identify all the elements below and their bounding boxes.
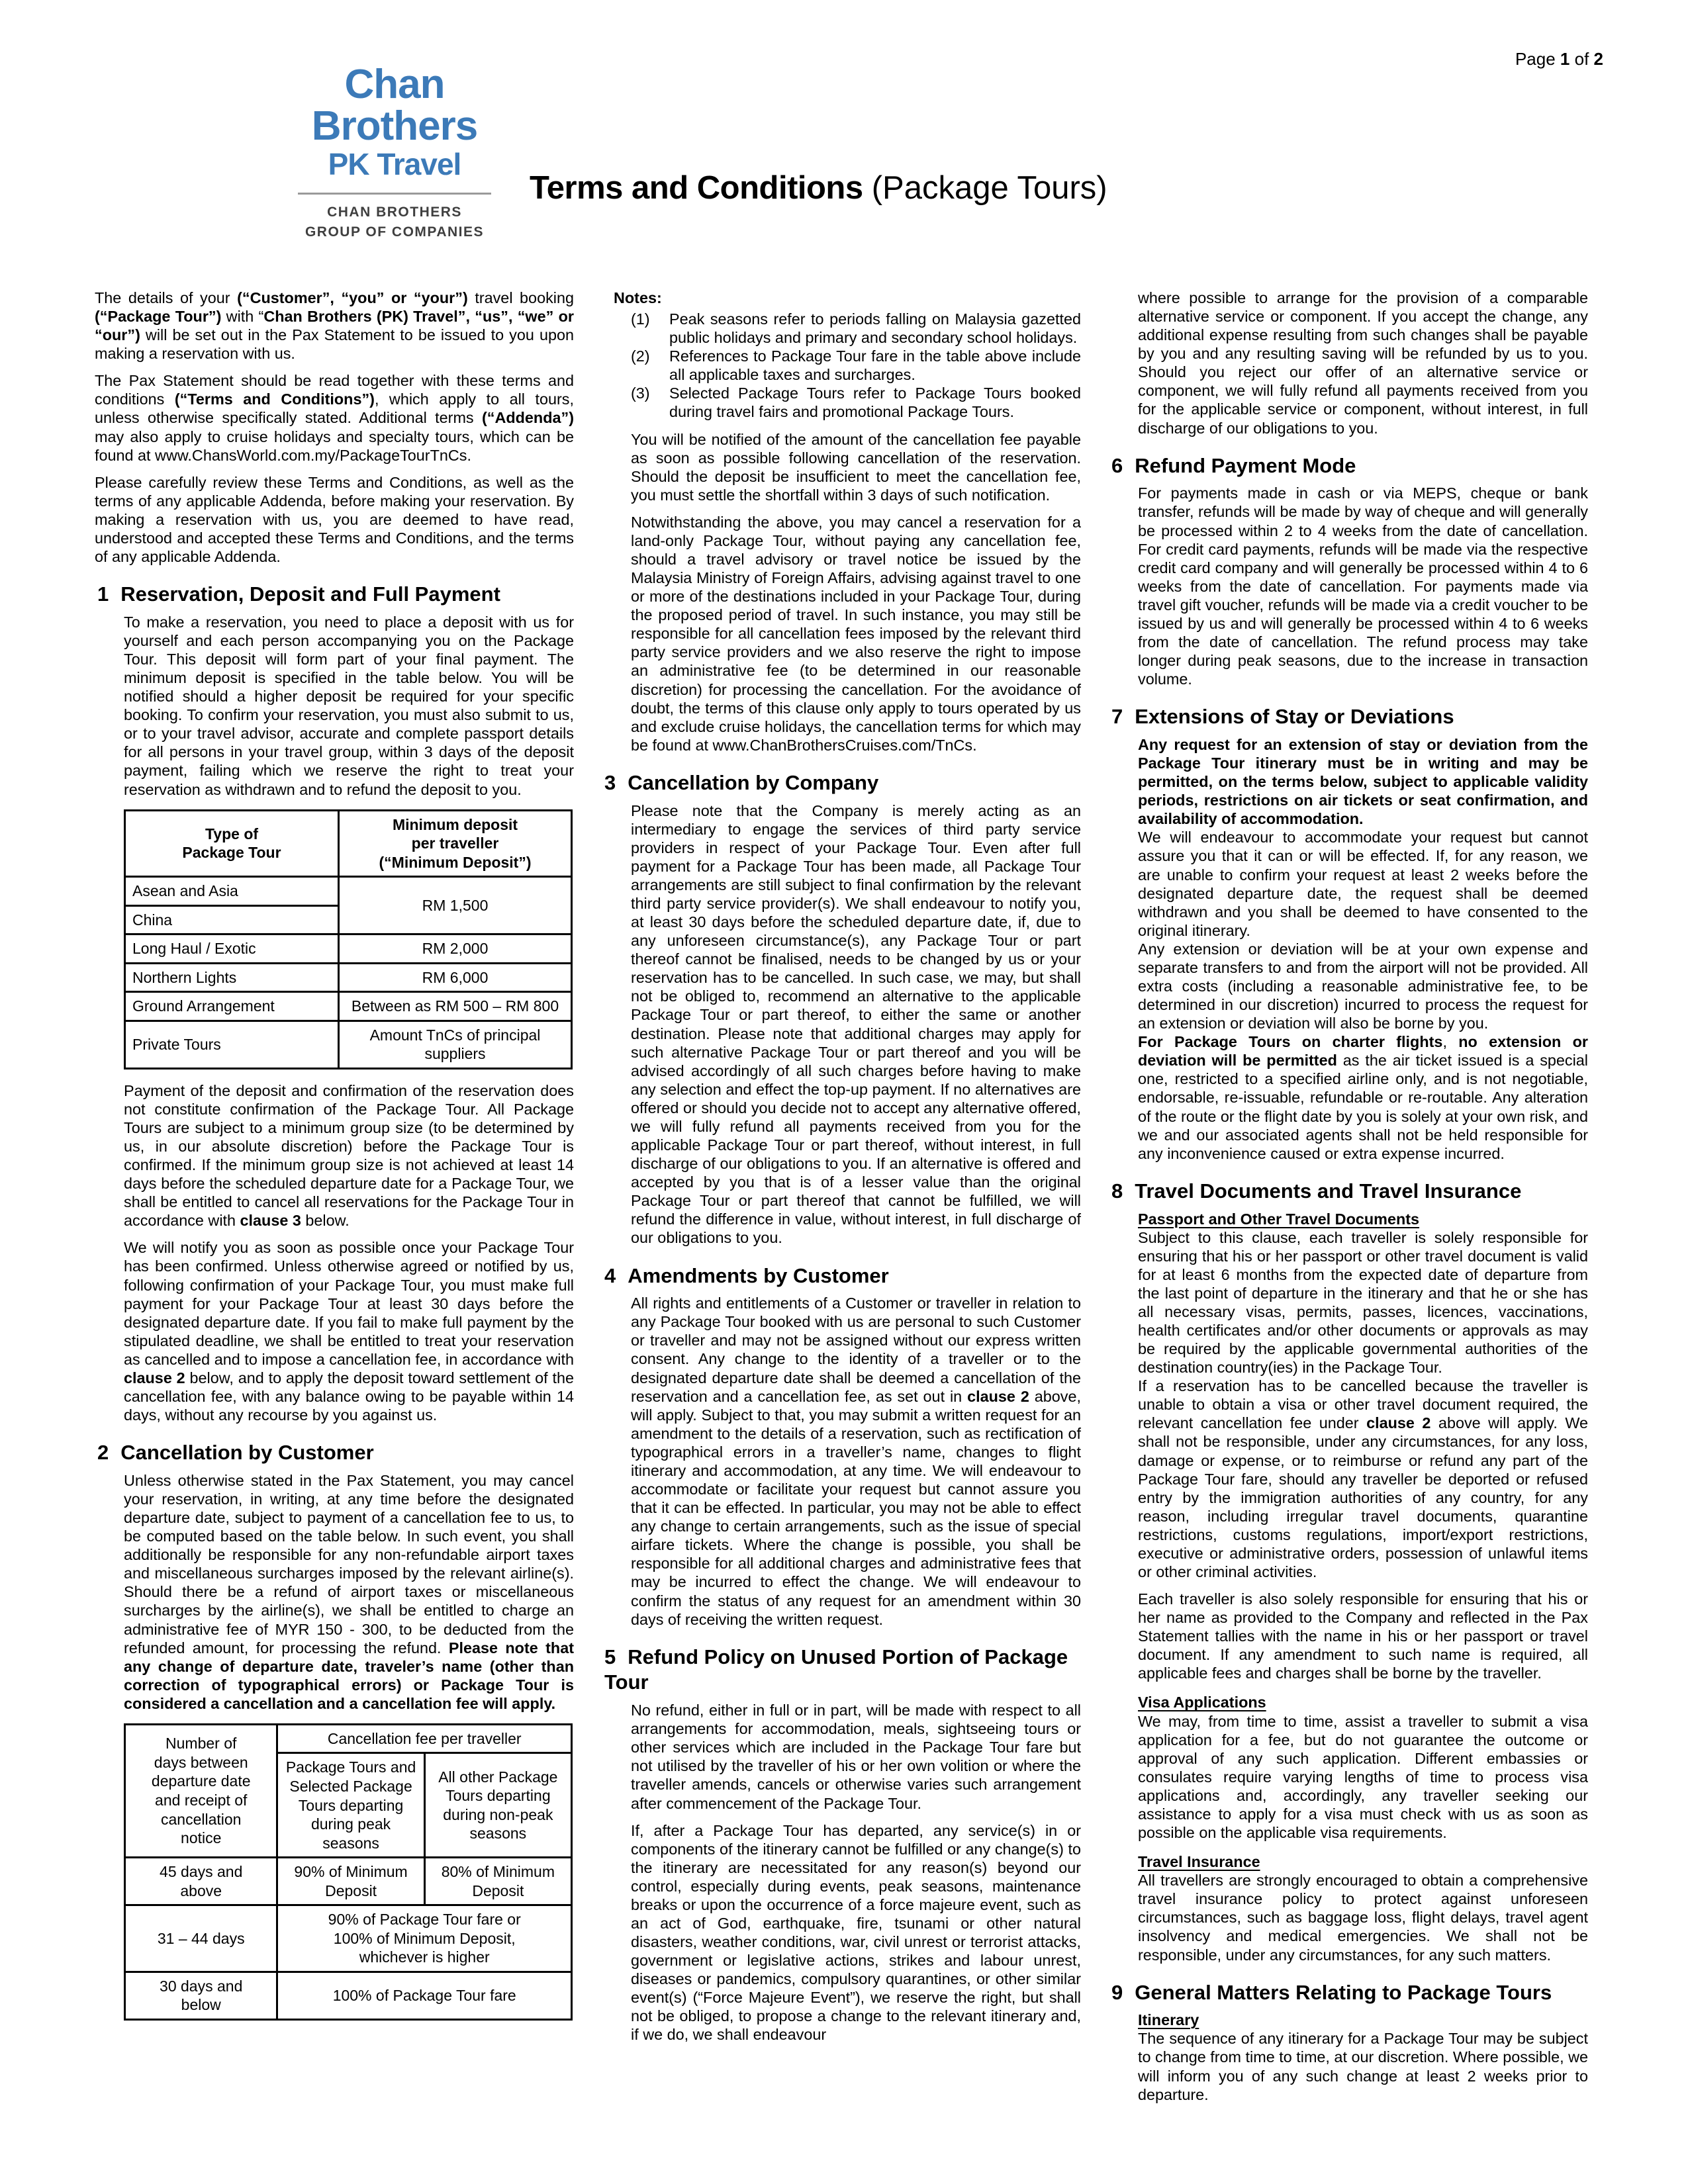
section-heading-2: 2 Cancellation by Customer <box>97 1441 374 1465</box>
note-item: (1) Peak seasons refer to periods falling on Malaysia gazetted public holidays and primary and secondary school holidays. <box>631 310 1081 347</box>
subheading-passport: Passport and Other Travel Documents <box>1138 1210 1420 1228</box>
para: For payments made in cash or via MEPS, cheque or bank transfer, refunds will be made by way of cheque and will generally be processed within 2 to 4 weeks from the date of cancellation. For credit card payments, refunds will be made via the respective credit card company and will generally be processed within 4 to 6 weeks from the date of cancellation. For payments made via travel gift voucher, refunds will be made via a credit voucher to be issued by us and will generally be processed within 4 to 6 weeks from the date of cancellation. The refund process may take longer during peak seasons, due to the increase in transaction volume. <box>1138 484 1588 688</box>
logo-divider <box>298 193 491 195</box>
page-number: Page 1 of 2 <box>1515 49 1603 69</box>
para: Subject to this clause, each traveller is solely responsible for ensuring that his or her passport or other travel document is valid for at least 6 months from the expected date of departure from the last point of departure in the itinerary and that he or she has all necessary visas, permits, passes, licences, vaccinations, health certificates and/or other documents or approvals as may be required by the applicable governmental authorities of the destination country(ies) in the Package Tour. <box>1138 1228 1588 1377</box>
logo-group-line1: CHAN BROTHERS <box>327 205 462 220</box>
table-cell: Number of days between departure date and receipt of cancellation notice <box>125 1724 277 1857</box>
para: Please note that the Company is merely acting as an intermediary to engage the services of third party service providers in respect of your Package Tour. Even after full payment for a Package Tour has been made, all Package Tour arrangements are still subject to final confirmation by the relevant third party service provider(s). We shall endeavour to notify you, at least 30 days before the scheduled departure date, if, due to any unforeseen circumstance(s), any Package Tour or part thereof cannot be finalised, needs to be changed by us or your reservation has to be cancelled. In such case, we may, but shall not be obliged to, recommend an alternative to the applicable Package Tour or part thereof, to either the same or another destination. Please note that additional charges may apply for such alternative Package Tour or part thereof and you will be advised accordingly of all such charges before having to make any selection and effect the top-up payment. If no alternatives are offered or should you decide not to accept any alternative offered, we will fully refund all payments received from you for the applicable Package Tour or part thereof, without interest, in full discharge of our obligations to you. If an alternative is offered and accepted by you that is of a lesser value than the original Package Tour or part thereof that cannot be fulfilled, we will refund the difference in value, without interest, in full discharge of our obligations to you. <box>631 801 1081 1247</box>
section-heading-6: 6 Refund Payment Mode <box>1111 453 1356 477</box>
para: The details of your (“Customer”, “you” or “your”) travel booking (“Package Tour”) with “Chan Brothers (PK) Travel”, “us”, “we” or “our”) will be set out in the Pax Statement to be issued to you upon making a reservation with us. <box>95 289 574 363</box>
para: If a reservation has to be cancelled because the traveller is unable to obtain a visa or other travel document required, the relevant cancellation fee under clause 2 above will apply. We shall not be responsible, under any circumstances, for any loss, damage or expense, or to reimburse or refund any part of the Package Tour fare, should any traveller be deported or refused entry by the immigration authorities of any country, for any reason, including irregular travel documents, quarantine restrictions, customs regulations, import/export restrictions, executive or administrative orders, possession of unlawful items or other criminal activities. <box>1138 1377 1588 1581</box>
para: All rights and entitlements of a Customer or traveller in relation to any Package Tour booked with us are personal to such Customer or traveller and may not be assigned without our express written consent. Any change to the identity of a traveller or to the designated departure date shall be deemed a cancellation of the reservation and a cancellation fee, as set out in clause 2 above, will apply. Subject to that, you may submit a written request for an amendment to the details of a reservation, such as rectification of typographical errors in a traveller’s name, changes to flight itinerary and accommodation, at any time. We will endeavour to accommodate or facilitate your request but cannot assure you that it can be effected. In particular, you may not be able to effect any change to certain arrangements, such as the issue of special airfare tickets. Where the change is possible, you shall be responsible for all additional charges and administrative fees that may be incurred to effect the change. We will endeavour to confirm the status of any request for an amendment within 30 days of receiving the written request. <box>631 1295 1081 1628</box>
para: The Pax Statement should be read together with these terms and conditions (“Terms and Conditions”), which apply to all tours, unless otherwise specifically stated. Additional terms (“Addenda”) may also apply to cruise holidays and specialty tours, which can be found at www.ChansWorld.com.my/PackageTourTnCs. <box>95 372 574 464</box>
section-heading-4: 4 Amendments by Customer <box>604 1263 889 1287</box>
para: If, after a Package Tour has departed, any service(s) in or components of the itinerary cannot be fulfilled or any change(s) to the itinerary are necessitated for any reason(s) beyond our control, especially during events, peak seasons, maintenance breaks or upon the occurrence of a force majeure event, such as an act of God, earthquake, fire, tsunami or other natural disasters, weather conditions, war, civil unrest or terrorist attacks, government or legislative actions, strikes and labour unrest, diseases or pandemics, compulsory quarantines, or other similar event(s) (“Force Majeure Event”), we reserve the right, but shall not be obliged, to propose a change to the relevant itinerary and, if we do, we shall endeavour <box>631 1821 1081 2044</box>
para: For Package Tours on charter flights, no extension or deviation will be permitted as the air ticket issued is a special one, restricted to a specified airline only, and is not negotiable, endorsable, re-issuable, refundable or re-routable. Any alteration of the route or the flight date by you is solely at your own risk, and we and our associated agents shall not be held responsible for any inconvenience caused or extra expense incurred. <box>1138 1033 1589 1162</box>
logo-line-chan: Chan <box>344 62 445 107</box>
table-cell: All other Package Tours departing during non-peak seasons <box>424 1753 571 1858</box>
table-cell: 31 – 44 days <box>125 1905 277 1972</box>
section-heading-7: 7 Extensions of Stay or Deviations <box>1111 705 1454 729</box>
logo-line-pk-travel: PK Travel <box>328 147 461 182</box>
table-cell: 30 days and below <box>125 1972 277 2019</box>
para: The sequence of any itinerary for a Package Tour may be subject to change from time to time, at our discretion. Where possible, we will inform you of any such change at least 2 weeks prior to departure. <box>1138 2030 1588 2103</box>
table-cell: RM 1,500 <box>339 877 572 934</box>
logo <box>291 64 498 242</box>
table-cell: 45 days and above <box>125 1858 277 1905</box>
para: All travellers are strongly encouraged to obtain a comprehensive travel insurance policy to protect against unforeseen circumstances, such as baggage loss, flight delays, travel agent insolvency and medical emergencies. We shall not be responsible, under any circumstances, for any such matters. <box>1138 1872 1588 1964</box>
note-item: (2) References to Package Tour fare in the table above include all applicable taxes and surcharges. <box>631 347 1081 384</box>
section-heading-8: 8 Travel Documents and Travel Insurance <box>1111 1179 1522 1203</box>
para: No refund, either in full or in part, will be made with respect to all arrangements for accommodation, meals, sightseeing tours or other services which are included in the Package Tour fare but not utilised by the traveller of his or her own volition or where the traveller amends, cancels or otherwise varies such arrangement after commencement of the Package Tour. <box>631 1702 1081 1812</box>
table-cell: RM 6,000 <box>339 963 572 992</box>
para: Unless otherwise stated in the Pax Statement, you may cancel your reservation, in writing, at any time before the designated departure date, subject to payment of a cancellation fee to us, to be computed based on the table below. In such event, you shall additionally be responsible for any non-refundable airport taxes and miscellaneous surcharges imposed by the relevant airline(s). Should there be a refund of airport taxes or miscellaneous surcharges by the airline(s), we shall be entitled to charge an administrative fee of MYR 150 - 300, to be deducted from the refunded amount, for processing the refund. Please note that any change of departure date, traveler’s name (other than correction of typographical errors) or Package Tour is considered a cancellation and a cancellation fee will apply. <box>124 1471 574 1712</box>
section-heading-9: 9 General Matters Relating to Package Tours <box>1111 1980 1552 2004</box>
subheading-itinerary: Itinerary <box>1138 2011 1199 2029</box>
para: Please carefully review these Terms and Conditions, as well as the terms of any applicable Addenda, before making your reservation. By making a reservation with us, you are deemed to have read, understood and accepted these Terms and Conditions, and the terms of any applicable Addenda. <box>95 473 574 566</box>
table-cell: Asean and Asia <box>125 877 339 906</box>
table-cell: RM 2,000 <box>339 934 572 964</box>
table-cell: Long Haul / Exotic <box>125 934 339 964</box>
table-cell: Northern Lights <box>125 963 339 992</box>
table-cell: Between as RM 500 – RM 800 <box>339 992 572 1021</box>
table-cell: 90% of Minimum Deposit <box>277 1858 424 1905</box>
para: Any request for an extension of stay or deviation from the Package Tour itinerary must be in writing and may be permitted, on the terms below, subject to applicable validity periods, restrictions on air tickets or seat confirmation, and availability of accommodation. <box>1138 735 1588 828</box>
logo-line-brothers: Brothers <box>311 103 478 150</box>
column-2 <box>602 289 1081 2104</box>
logo-group-line2: GROUP OF COMPANIES <box>305 224 485 240</box>
column-3 <box>1109 289 1588 2104</box>
table-cell: 90% of Package Tour fare or 100% of Minimum Deposit, whichever is higher <box>277 1905 572 1972</box>
para: We may, from time to time, assist a traveller to submit a visa application for a fee, but do not guarantee the outcome or approval of any such application. Different embassies or consulates require varying lengths of time to process visa applications and, accordingly, any traveller seeking our assistance to apply for a visa must check with us as soon as possible on the applicable visa requirements. <box>1138 1712 1588 1842</box>
para: Notwithstanding the above, you may cancel a reservation for a land-only Package Tour, without paying any cancellation fee, should a travel advisory or travel notice be issued by the Malaysia Ministry of Foreign Affairs, advising against travel to one or more of the destinations included in your Package Tour, during the proposed period of travel. In such instance, you may still be responsible for all cancellation fees imposed by the relevant third party service providers and we also reserve the right to impose an administrative fee (to be determined in our reasonable discretion) for processing the cancellation. For the avoidance of doubt, the terms of this clause only apply to tours operated by us and exclude cruise holidays, the cancellation terms for which may be found at www.ChanBrothersCruises.com/TnCs. <box>631 513 1081 754</box>
table-cell: China <box>125 905 339 934</box>
notes-list <box>602 310 1081 421</box>
logo-script-text <box>291 64 498 182</box>
table-cell: Cancellation fee per traveller <box>277 1724 572 1753</box>
para: Payment of the deposit and confirmation of the reservation does not constitute confirmation of the Package Tour. All Package Tours are subject to a minimum group size (to be determined by us, in our absolute discretion) before the Package Tour is confirmed. If the minimum group size is not achieved at least 14 days before the scheduled departure date for a Package Tour, we shall be entitled to cancel all reservations for the Package Tour in accordance with clause 3 below. <box>124 1081 574 1230</box>
section-heading-3: 3 Cancellation by Company <box>604 770 879 794</box>
section-heading-5: 5 Refund Policy on Unused Portion of Package Tour <box>604 1645 1068 1694</box>
subheading-visa: Visa Applications <box>1138 1694 1266 1711</box>
content-columns <box>95 289 1588 2104</box>
page-title-main: Terms and Conditions <box>530 170 872 206</box>
para: We will endeavour to accommodate your request but cannot assure you that it can or will be effected. If, for any reason, we are unable to confirm your request at least 2 weeks before the designated departure date, the request shall be deemed withdrawn and you shall be deemed to have consented to the original itinerary. <box>1138 829 1588 939</box>
table-cell: Ground Arrangement <box>125 992 339 1021</box>
para: Any extension or deviation will be at your own expense and separate transfers to and from the airport will not be provided. All extra costs (including a reasonable administrative fee, to be determined in our discretion) incurred to process the request for an extension or deviation will also be borne by you. <box>1138 940 1588 1032</box>
table-cell: 100% of Package Tour fare <box>277 1972 572 2019</box>
table-cell: Minimum deposit per traveller (“Minimum Deposit”) <box>339 810 572 877</box>
notes-label: Notes: <box>614 289 662 306</box>
subheading-insurance: Travel Insurance <box>1138 1853 1260 1871</box>
table-cell: Package Tours and Selected Package Tours departing during peak seasons <box>277 1753 424 1858</box>
logo-group-name <box>291 203 498 242</box>
table-cell: 80% of Minimum Deposit <box>424 1858 571 1905</box>
table-cell: Type of Package Tour <box>125 810 339 877</box>
section-heading-1: 1 Reservation, Deposit and Full Payment <box>97 582 500 606</box>
para: We will notify you as soon as possible once your Package Tour has been confirmed. Unless otherwise agreed or notified by us, following confirmation of your Package Tour, you must make full payment for your Package Tour at least 30 days before the designated departure date. If you fail to make full payment by the stipulated deadline, we shall be entitled to treat your reservation as cancelled and to impose a cancellation fee, in accordance with clause 2 below, and to apply the deposit toward settlement of the cancellation fee, with any balance owing to be payable within 14 days, without any recourse by you against us. <box>124 1239 574 1424</box>
para: Each traveller is also solely responsible for ensuring that his or her name as provided to the Company and reflected in the Pax Statement tallies with the name in his or her passport or travel document. If any amendment to such name is required, all applicable fees and charges shall be borne by the traveller. <box>1138 1590 1588 1682</box>
table-cell: Private Tours <box>125 1021 339 1068</box>
para: To make a reservation, you need to place a deposit with us for yourself and each person accompanying you on the Package Tour. This deposit will form part of your final payment. The minimum deposit is specified in the table below. You will be notified should a higher deposit be required for your specific booking. To confirm your reservation, you must also submit to us, or to your travel advisor, accurate and complete passport details for all persons in your travel group, within 3 days of the deposit payment, failing which we reserve the right to treat your reservation as withdrawn and to refund the deposit to you. <box>124 613 574 798</box>
column-1 <box>95 289 574 2104</box>
para: You will be notified of the amount of the cancellation fee payable as soon as possible following cancellation of the reservation. Should the deposit be insufficient to meet the cancellation fee, you must settle the shortfall within 3 days of such notification. <box>631 430 1081 504</box>
deposit-table <box>124 809 573 1069</box>
page-title <box>530 169 1107 206</box>
page-title-suffix: (Package Tours) <box>871 170 1107 206</box>
note-item: (3) Selected Package Tours refer to Package Tours booked during travel fairs and promotional Package Tours. <box>631 385 1081 421</box>
para: where possible to arrange for the provision of a comparable alternative service or component. If you accept the change, any additional expense resulting from such changes shall be payable by you and any resulting saving will be refunded by us to you. Should you reject our offer of an alternative service or component, we will fully refund all payments received from you for the applicable service or component, without interest, in full discharge of our obligations to you. <box>1138 289 1588 437</box>
table-cell: Amount TnCs of principal suppliers <box>339 1021 572 1068</box>
cancellation-fee-table <box>124 1723 573 2021</box>
